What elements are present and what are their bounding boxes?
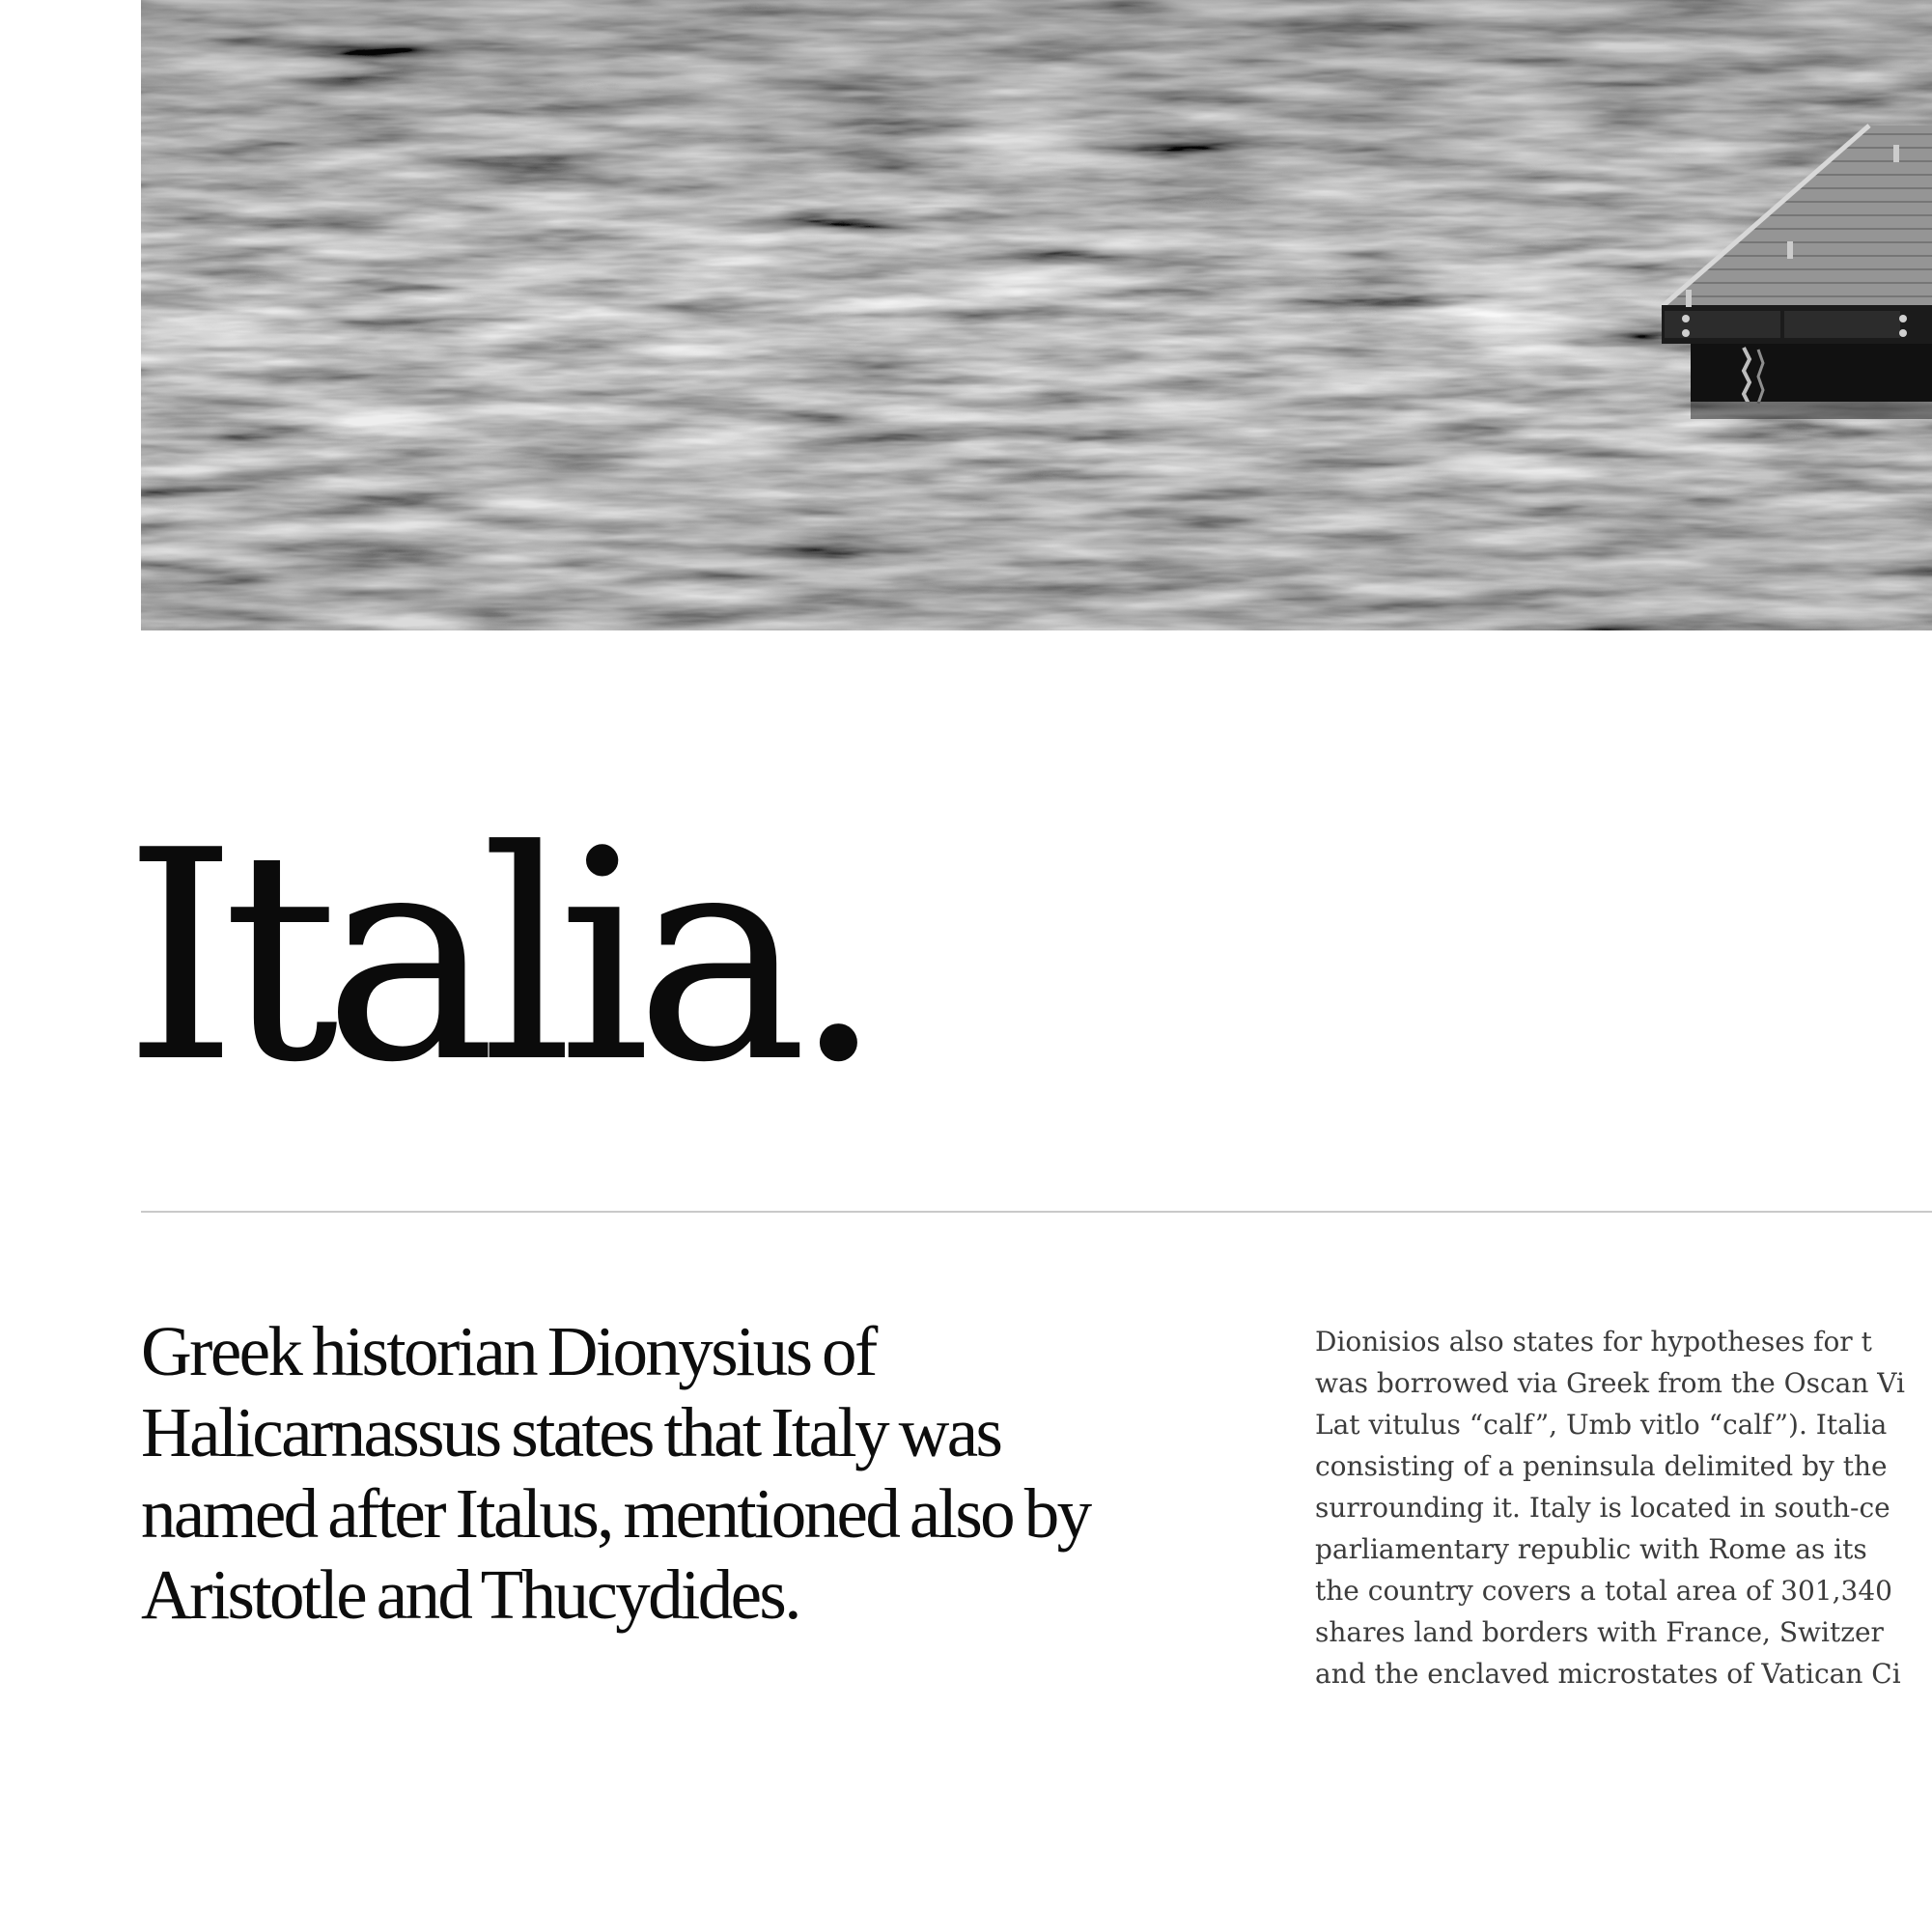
body-line: parliamentary republic with Rome as its	[1315, 1533, 1867, 1565]
body-text-column	[1315, 1321, 1932, 1688]
body-line: consisting of a peninsula delimited by the	[1315, 1450, 1888, 1482]
body-line: the country covers a total area of 301,340	[1315, 1575, 1892, 1607]
body-paragraph	[1315, 1321, 1932, 1688]
body-line: surrounding it. Italy is located in south-ce	[1315, 1492, 1890, 1524]
water-dock-image	[141, 0, 1932, 630]
body-line: shares land borders with France, Switzer	[1315, 1616, 1884, 1648]
body-line: was borrowed via Greek from the Oscan Vi	[1315, 1367, 1905, 1399]
divider	[141, 1211, 1932, 1213]
hero-photo	[141, 0, 1932, 630]
page-title: Italia.	[124, 789, 870, 1126]
lead-paragraph: Greek historian Dionysius of Halicarnassus states that Italy was named after Italus, mentioned also by Aristotle and Thucydides.	[141, 1312, 1090, 1634]
body-line: and the enclaved microstates of Vatican Ci	[1315, 1658, 1901, 1688]
body-line: Dionisios also states for hypotheses for t	[1315, 1326, 1872, 1358]
body-line: Lat vitulus “calf”, Umb vitlo “calf”). Italia	[1315, 1409, 1888, 1441]
